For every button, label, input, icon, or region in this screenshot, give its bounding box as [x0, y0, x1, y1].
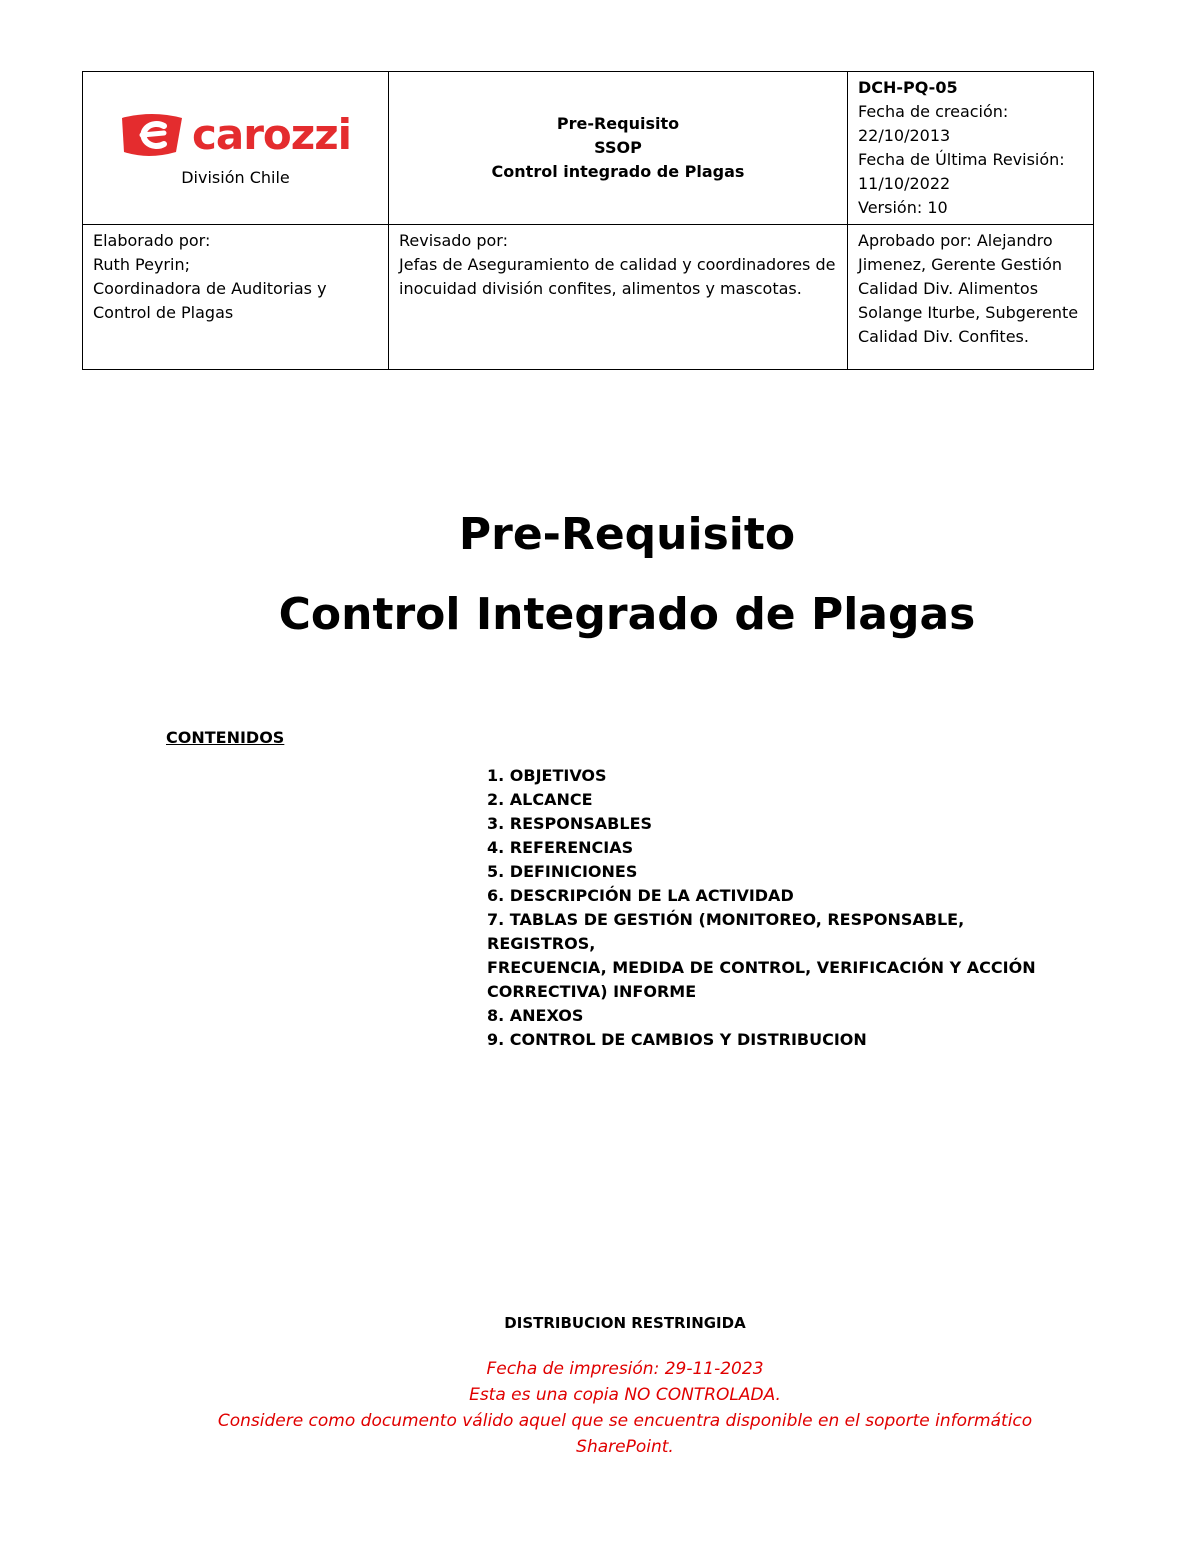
contents-item: 9. CONTROL DE CAMBIOS Y DISTRIBUCION — [487, 1030, 867, 1049]
contents-item: FRECUENCIA, MEDIDA DE CONTROL, VERIFICACIÓN Y ACCIÓN — [487, 958, 1036, 977]
aprobado-line: Jimenez, Gerente Gestión — [858, 255, 1063, 274]
meta-line: Fecha de Última Revisión: — [858, 150, 1065, 169]
revisado-cell — [389, 225, 848, 370]
contents-heading: CONTENIDOS — [166, 728, 285, 747]
distribution-label: DISTRIBUCION RESTRINGIDA — [504, 1314, 746, 1332]
carozzi-e-icon — [120, 112, 184, 158]
contents-item: 5. DEFINICIONES — [487, 862, 638, 881]
elaborado-cell — [83, 225, 389, 370]
revisado-line: Jefas de Aseguramiento de calidad y coordinadores de — [399, 255, 836, 274]
doc-title-line: Control integrado de Plagas — [491, 162, 745, 181]
logo-cell — [83, 72, 389, 225]
doc-code: DCH-PQ-05 — [858, 78, 958, 97]
carozzi-logo — [93, 112, 378, 158]
elaborado-line: Control de Plagas — [93, 303, 234, 322]
contents-item: CORRECTIVA) INFORME — [487, 982, 697, 1001]
aprobado-line: Calidad Div. Confites. — [858, 327, 1029, 346]
aprobado-line: Aprobado por: Alejandro — [858, 231, 1053, 250]
aprobado-line: Calidad Div. Alimentos — [858, 279, 1039, 298]
contents-item: 3. RESPONSABLES — [487, 814, 653, 833]
header-table — [82, 71, 1094, 370]
version: Versión: 10 — [858, 198, 948, 217]
contents-item: 7. TABLAS DE GESTIÓN (MONITOREO, RESPONSABLE, REGISTROS, — [487, 910, 965, 953]
revisado-line: inocuidad división confites, alimentos y mascotas. — [399, 279, 802, 298]
notice-line: Esta es una copia NO CONTROLADA. — [469, 1385, 781, 1405]
cover-title — [0, 495, 1200, 655]
contents-item: 8. ANEXOS — [487, 1006, 584, 1025]
contents-list — [487, 764, 1047, 1052]
elaborado-line: Coordinadora de Auditorias y — [93, 279, 327, 298]
cover-title-line1: Pre-Requisito — [458, 509, 796, 560]
doc-title-cell — [389, 72, 848, 225]
elaborado-line: Elaborado por: — [93, 231, 211, 250]
elaborado-line: Ruth Peyrin; — [93, 255, 190, 274]
contents-item: 1. OBJETIVOS — [487, 766, 607, 785]
contents-item: 6. DESCRIPCIÓN DE LA ACTIVIDAD — [487, 886, 794, 905]
doc-title-line: Pre-Requisito — [556, 114, 680, 133]
meta-line: Fecha de creación: — [858, 102, 1009, 121]
creation-date: 22/10/2013 — [858, 126, 951, 145]
doc-title-line: SSOP — [594, 138, 642, 157]
logo-word: carozzi — [191, 110, 352, 159]
notice-line: Considere como documento válido aquel que se encuentra disponible en el soporte informático — [217, 1411, 1033, 1431]
revisado-line: Revisado por: — [399, 231, 508, 250]
print-notice — [180, 1356, 1070, 1460]
doc-meta-cell — [848, 72, 1094, 225]
cover-title-line2: Control Integrado de Plagas — [278, 589, 976, 640]
revision-date: 11/10/2022 — [858, 174, 951, 193]
contents-item: 4. REFERENCIAS — [487, 838, 634, 857]
division-label: División Chile — [181, 168, 290, 187]
notice-line: Fecha de impresión: 29-11-2023 — [486, 1359, 764, 1379]
contents-item: 2. ALCANCE — [487, 790, 593, 809]
aprobado-line: Solange Iturbe, Subgerente — [858, 303, 1079, 322]
notice-line: SharePoint. — [576, 1437, 674, 1457]
aprobado-cell — [848, 225, 1094, 370]
